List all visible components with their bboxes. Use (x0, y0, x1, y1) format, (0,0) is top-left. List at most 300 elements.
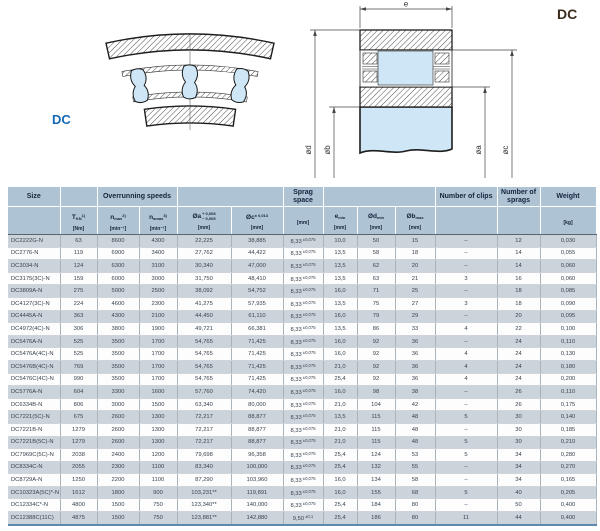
cell-sprag-space: $8,33^{\pm 0,075}$ (283, 335, 323, 348)
col-header-odmin: $Ød_{min}$ [mm] (357, 207, 395, 235)
cell-clips: 3 (435, 272, 497, 285)
cell-weight: 0,095 (540, 310, 596, 323)
cell-nmax: 3500 (97, 360, 139, 373)
cell-size: DC4127(3C)-N (8, 297, 60, 310)
cell-emin: 21,0 (323, 360, 357, 373)
table-row (8, 360, 596, 373)
col-group-sprag-space: Sprag space (283, 187, 323, 207)
cell-tkn: 363 (60, 310, 97, 323)
cell-tkn: 124 (60, 260, 97, 273)
shaft-section (360, 107, 452, 153)
cell-emin: 16,0 (323, 474, 357, 487)
dim-label-ob: øb (323, 145, 332, 155)
cell-emin: 13,5 (323, 297, 357, 310)
cell-sprag-space: $8,33^{\pm 0,075}$ (283, 360, 323, 373)
cell-tkn: 1250 (60, 474, 97, 487)
table-row (8, 499, 596, 512)
cell-emin: 21,0 (323, 423, 357, 436)
outer-ring-section (360, 30, 452, 50)
cell-obmax: 48 (395, 436, 435, 449)
cell-clips: 4 (435, 348, 497, 361)
cell-oa: 87,290 (177, 474, 231, 487)
page-corner-label-dc: DC (557, 6, 578, 22)
cell-oc: 57,935 (231, 297, 283, 310)
dim-label-oa: øa (474, 145, 483, 155)
cell-oc: 88,877 (231, 423, 283, 436)
table-row (8, 411, 596, 424)
col-group-number-of-clips: Number of clips (435, 187, 497, 207)
cell-sprag-space: $8,33^{\pm 0,075}$ (283, 423, 323, 436)
table-row (8, 247, 596, 260)
cell-oc: 103,960 (231, 474, 283, 487)
cell-nmax: 5000 (97, 285, 139, 298)
cell-emin: 16,0 (323, 310, 357, 323)
cell-tkn: 1279 (60, 423, 97, 436)
cell-oa: 44,450 (177, 310, 231, 323)
cell-obmax: 80 (395, 499, 435, 512)
table-row (8, 486, 596, 499)
col-header-nmax: $n_{max}^{2)}$ [min⁻¹] (97, 207, 139, 235)
sprag-cage-sector-drawing (100, 22, 280, 132)
cell-sprags: 18 (497, 285, 540, 298)
cell-oc: 47,000 (231, 260, 283, 273)
cell-obmax: 48 (395, 411, 435, 424)
cell-sprag-space: $8,33^{\pm 0,075}$ (283, 310, 323, 323)
clutch-cross-section-drawing (300, 0, 600, 180)
cell-oc: 71,425 (231, 373, 283, 386)
column-symbol-row (8, 207, 596, 235)
cell-tkn: 806 (60, 398, 97, 411)
cell-sprag-space: $8,33^{\pm 0,075}$ (283, 272, 323, 285)
cell-oa: 54,765 (177, 335, 231, 348)
cell-size: DC8729A-N (8, 474, 60, 487)
cell-tkn: 1612 (60, 486, 97, 499)
cell-size: DC6334B-N (8, 398, 60, 411)
cell-nmax: 1800 (97, 486, 139, 499)
cell-oa: 54,765 (177, 360, 231, 373)
cell-oc: 71,425 (231, 335, 283, 348)
cell-weight: 0,055 (540, 247, 596, 260)
cell-odmin: 92 (357, 373, 395, 386)
cell-weight: 0,180 (540, 360, 596, 373)
cell-weight: 0,205 (540, 486, 596, 499)
cell-clips: 11 (435, 512, 497, 525)
table-row (8, 373, 596, 386)
cell-clips: 4 (435, 373, 497, 386)
cell-oc: 88,877 (231, 436, 283, 449)
cell-emin: 16,0 (323, 348, 357, 361)
cell-odmin: 79 (357, 310, 395, 323)
col-group-blank (177, 187, 283, 207)
cell-sprag-space: $8,33^{\pm 0,075}$ (283, 398, 323, 411)
cell-odmin: 50 (357, 235, 395, 248)
cell-sprag-space: $8,33^{\pm 0,075}$ (283, 449, 323, 462)
cell-tkn: 4875 (60, 512, 97, 525)
cell-odmin: 132 (357, 461, 395, 474)
cell-odmin: 155 (357, 486, 395, 499)
cell-odmin: 63 (357, 272, 395, 285)
cell-namax: 1700 (139, 348, 177, 361)
cell-oa: 103,231** (177, 486, 231, 499)
cell-odmin: 92 (357, 360, 395, 373)
cell-sprag-space: $8,33^{\pm 0,075}$ (283, 436, 323, 449)
cell-tkn: 769 (60, 360, 97, 373)
cell-tkn: 159 (60, 272, 97, 285)
cell-size: DC3175(3C)-N (8, 272, 60, 285)
cell-emin: 25,4 (323, 449, 357, 462)
cell-namax: 750 (139, 512, 177, 525)
cell-oa: 49,721 (177, 323, 231, 336)
cell-size: DC7221B-N (8, 423, 60, 436)
section-label-dc: DC (52, 112, 71, 127)
table-row (8, 297, 596, 310)
cell-tkn: 2055 (60, 461, 97, 474)
cell-sprag-space: $8,33^{\pm 0,075}$ (283, 297, 323, 310)
cell-emin: 21,0 (323, 436, 357, 449)
cell-namax: 1300 (139, 411, 177, 424)
cell-namax: 750 (139, 499, 177, 512)
cell-odmin: 62 (357, 260, 395, 273)
cell-odmin: 186 (357, 512, 395, 525)
cell-odmin: 71 (357, 285, 395, 298)
cell-odmin: 115 (357, 436, 395, 449)
cell-weight: 0,270 (540, 461, 596, 474)
cell-emin: 13,5 (323, 260, 357, 273)
cell-sprags: 16 (497, 272, 540, 285)
table-row (8, 310, 596, 323)
cell-size: DC7969C(5C)-N (8, 449, 60, 462)
arrowhead (360, 7, 366, 11)
cell-oa: 72,217 (177, 423, 231, 436)
cell-obmax: 36 (395, 360, 435, 373)
cell-clips: 5 (435, 449, 497, 462)
cell-oc: 54,752 (231, 285, 283, 298)
sprag-window (378, 51, 433, 85)
cell-obmax: 48 (395, 423, 435, 436)
cell-size: DC3809A-N (8, 285, 60, 298)
cell-odmin: 86 (357, 323, 395, 336)
cell-tkn: 675 (60, 411, 97, 424)
arrowhead (332, 107, 336, 113)
cell-sprags: 20 (497, 310, 540, 323)
cell-namax: 1700 (139, 360, 177, 373)
cell-size: DC2776-N (8, 247, 60, 260)
cell-namax: 2300 (139, 297, 177, 310)
cell-namax: 1100 (139, 474, 177, 487)
dim-label-e: e (403, 0, 409, 9)
cell-size: DC5776A-N (8, 386, 60, 399)
cell-sprags: 24 (497, 360, 540, 373)
dim-oa (452, 87, 490, 178)
cell-clips: – (435, 423, 497, 436)
cell-tkn: 224 (60, 297, 97, 310)
cell-sprags: 30 (497, 411, 540, 424)
cell-sprags: 40 (497, 486, 540, 499)
cell-size: DC5476C(4C)-N (8, 373, 60, 386)
cell-emin: 21,0 (323, 398, 357, 411)
cell-tkn: 525 (60, 348, 97, 361)
dim-oc (452, 50, 517, 178)
col-header-sprag-space: [mm] (283, 207, 323, 235)
cell-nmax: 3300 (97, 386, 139, 399)
cell-size: DC3034-N (8, 260, 60, 273)
cell-oa: 31,750 (177, 272, 231, 285)
cell-tkn: 990 (60, 373, 97, 386)
cell-oc: 88,877 (231, 411, 283, 424)
cell-odmin: 104 (357, 398, 395, 411)
cell-oc: 119,891 (231, 486, 283, 499)
col-header-namax: $n_{amax}^{3)}$ [min⁻¹] (139, 207, 177, 235)
cell-weight: 0,140 (540, 411, 596, 424)
cell-odmin: 115 (357, 423, 395, 436)
dim-e (360, 6, 452, 28)
cell-tkn: 525 (60, 335, 97, 348)
cell-weight: 0,060 (540, 260, 596, 273)
cell-nmax: 2200 (97, 474, 139, 487)
cell-oa: 27,762 (177, 247, 231, 260)
col-group-weight: Weight (540, 187, 596, 207)
col-group-overrunning-speeds: Overrunning speeds (97, 187, 177, 207)
cell-clips: – (435, 386, 497, 399)
cell-obmax: 58 (395, 474, 435, 487)
cell-weight: 0,030 (540, 235, 596, 248)
table-row (8, 449, 596, 462)
table-row (8, 461, 596, 474)
cell-obmax: 29 (395, 310, 435, 323)
table-row (8, 512, 596, 525)
cell-weight: 0,165 (540, 474, 596, 487)
cell-size: DC12334C*-N (8, 499, 60, 512)
cell-sprags: 34 (497, 474, 540, 487)
arrowhead (483, 87, 487, 93)
cell-oc: 66,381 (231, 323, 283, 336)
col-group-blank (60, 187, 97, 207)
cell-oc: 71,425 (231, 360, 283, 373)
cell-namax: 1500 (139, 398, 177, 411)
table-row (8, 348, 596, 361)
cell-size: DC5476A(4C)-N (8, 348, 60, 361)
cell-namax: 2100 (139, 310, 177, 323)
cell-sprag-space: $8,33^{\pm 0,075}$ (283, 247, 323, 260)
cell-oc: 74,420 (231, 386, 283, 399)
cell-size: DC5476B(4C)-N (8, 360, 60, 373)
cell-clips: – (435, 474, 497, 487)
cell-nmax: 1500 (97, 512, 139, 525)
cell-nmax: 2300 (97, 461, 139, 474)
cell-odmin: 92 (357, 335, 395, 348)
cell-namax: 1900 (139, 323, 177, 336)
cell-weight: 0,210 (540, 436, 596, 449)
cell-obmax: 42 (395, 398, 435, 411)
table-row (8, 335, 596, 348)
cell-emin: 13,5 (323, 272, 357, 285)
dim-ob (329, 107, 360, 178)
cell-nmax: 3800 (97, 323, 139, 336)
cell-oc: 38,885 (231, 235, 283, 248)
cell-oa: 123,340** (177, 499, 231, 512)
cell-emin: 16,0 (323, 285, 357, 298)
cell-sprags: 24 (497, 348, 540, 361)
cell-tkn: 4800 (60, 499, 97, 512)
arrowhead (510, 50, 514, 56)
cell-nmax: 8600 (97, 235, 139, 248)
cell-emin: 13,5 (323, 323, 357, 336)
cell-odmin: 75 (357, 297, 395, 310)
col-header-size (8, 207, 60, 235)
cell-sprag-space: $8,33^{\pm 0,075}$ (283, 386, 323, 399)
cell-namax: 900 (139, 486, 177, 499)
inner-ring-section (360, 87, 452, 107)
cell-oa: 30,340 (177, 260, 231, 273)
cell-sprags: 24 (497, 373, 540, 386)
cell-sprag-space: $8,33^{\pm 0,075}$ (283, 235, 323, 248)
dim-od (310, 30, 360, 178)
cell-emin: 16,0 (323, 386, 357, 399)
cell-nmax: 3500 (97, 348, 139, 361)
dimension-table (8, 187, 597, 526)
table-row (8, 323, 596, 336)
cell-nmax: 3000 (97, 398, 139, 411)
cell-tkn: 604 (60, 386, 97, 399)
cell-clips: – (435, 335, 497, 348)
cell-weight: 0,110 (540, 386, 596, 399)
cell-size: DC4445A-N (8, 310, 60, 323)
cell-weight: 0,185 (540, 423, 596, 436)
table-row (8, 272, 596, 285)
cell-obmax: 36 (395, 373, 435, 386)
cell-emin: 10,0 (323, 235, 357, 248)
cell-clips: – (435, 310, 497, 323)
cell-clips: 4 (435, 323, 497, 336)
cell-weight: 0,280 (540, 449, 596, 462)
cell-obmax: 80 (395, 512, 435, 525)
cell-sprag-space: $8,33^{\pm 0,075}$ (283, 260, 323, 273)
cell-namax: 1300 (139, 423, 177, 436)
cell-oc: 80,000 (231, 398, 283, 411)
cell-clips: 5 (435, 486, 497, 499)
cell-oa: 63,340 (177, 398, 231, 411)
cell-obmax: 25 (395, 285, 435, 298)
cell-obmax: 20 (395, 260, 435, 273)
cell-odmin: 115 (357, 411, 395, 424)
cell-nmax: 2600 (97, 436, 139, 449)
cell-nmax: 4600 (97, 297, 139, 310)
cell-nmax: 6300 (97, 260, 139, 273)
cell-sprag-space: $8,33^{\pm 0,075}$ (283, 348, 323, 361)
table-row (8, 260, 596, 273)
cell-clips: 5 (435, 411, 497, 424)
col-group-size: Size (8, 187, 60, 207)
table-row (8, 285, 596, 298)
cell-weight: 0,400 (540, 499, 596, 512)
table-header (8, 187, 596, 235)
cell-namax: 1200 (139, 449, 177, 462)
cell-nmax: 3500 (97, 335, 139, 348)
cell-odmin: 134 (357, 474, 395, 487)
cell-size: DC12388C(11C) (8, 512, 60, 525)
cell-sprags: 30 (497, 423, 540, 436)
cell-nmax: 1500 (97, 499, 139, 512)
cell-oa: 123,881** (177, 512, 231, 525)
cell-obmax: 38 (395, 386, 435, 399)
cell-odmin: 92 (357, 348, 395, 361)
col-header-clips (435, 207, 497, 235)
cell-odmin: 124 (357, 449, 395, 462)
cell-nmax: 6900 (97, 247, 139, 260)
col-group-number-of-sprags: Number of sprags (497, 187, 540, 207)
cell-weight: 0,090 (540, 297, 596, 310)
cell-oa: 22,225 (177, 235, 231, 248)
cell-oc: 48,410 (231, 272, 283, 285)
cell-nmax: 6000 (97, 272, 139, 285)
cell-obmax: 27 (395, 297, 435, 310)
cell-sprags: 22 (497, 323, 540, 336)
col-header-emin: $e_{min}$ [mm] (323, 207, 357, 235)
cell-sprags: 34 (497, 461, 540, 474)
table-row (8, 436, 596, 449)
cell-tkn: 119 (60, 247, 97, 260)
cell-sprags: 44 (497, 512, 540, 525)
cell-namax: 1100 (139, 461, 177, 474)
cell-weight: 0,400 (540, 512, 596, 525)
cell-oc: 142,880 (231, 512, 283, 525)
cell-namax: 3400 (139, 247, 177, 260)
cell-sprag-space: $8,33^{\pm 0,075}$ (283, 486, 323, 499)
cell-size: DC10323A(5C)*-N (8, 486, 60, 499)
cell-oc: 61,110 (231, 310, 283, 323)
cell-namax: 1600 (139, 386, 177, 399)
cell-obmax: 53 (395, 449, 435, 462)
cell-nmax: 2400 (97, 449, 139, 462)
cell-clips: 5 (435, 436, 497, 449)
cell-sprag-space: $8,33^{\pm 0,075}$ (283, 474, 323, 487)
cell-emin: 16,0 (323, 486, 357, 499)
cell-namax: 4300 (139, 235, 177, 248)
table-row (8, 474, 596, 487)
col-header-sprags (497, 207, 540, 235)
dim-label-od: ød (304, 145, 313, 155)
cell-nmax: 2600 (97, 411, 139, 424)
cell-oa: 72,217 (177, 436, 231, 449)
cell-clips: 4 (435, 360, 497, 373)
col-header-tkn: $T_{KN}^{1)}$ [Nm] (60, 207, 97, 235)
cell-oc: 96,358 (231, 449, 283, 462)
cell-clips: – (435, 398, 497, 411)
table-row (8, 423, 596, 436)
cell-oc: 140,000 (231, 499, 283, 512)
col-header-oa: Øa + 0,008 − 0,005 [mm] (177, 207, 231, 235)
cell-emin: 13,5 (323, 411, 357, 424)
col-header-weight: [kg] (540, 207, 596, 235)
cell-tkn: 275 (60, 285, 97, 298)
cell-nmax: 3500 (97, 373, 139, 386)
table-row (8, 386, 596, 399)
cell-obmax: 36 (395, 335, 435, 348)
cell-weight: 0,110 (540, 335, 596, 348)
cell-clips: – (435, 285, 497, 298)
cell-oa: 38,092 (177, 285, 231, 298)
cell-sprag-space: $9,50^{\pm 0,1}$ (283, 512, 323, 525)
cell-tkn: 1279 (60, 436, 97, 449)
cell-emin: 25,4 (323, 499, 357, 512)
cell-sprag-space: $8,33^{\pm 0,075}$ (283, 461, 323, 474)
cell-namax: 3100 (139, 260, 177, 273)
cell-clips: 3 (435, 297, 497, 310)
cell-size: DC4972(4C)-N (8, 323, 60, 336)
cell-obmax: 15 (395, 235, 435, 248)
cell-sprags: 18 (497, 297, 540, 310)
col-header-oc: $Øc^{\pm 0,013}$ [mm] (231, 207, 283, 235)
